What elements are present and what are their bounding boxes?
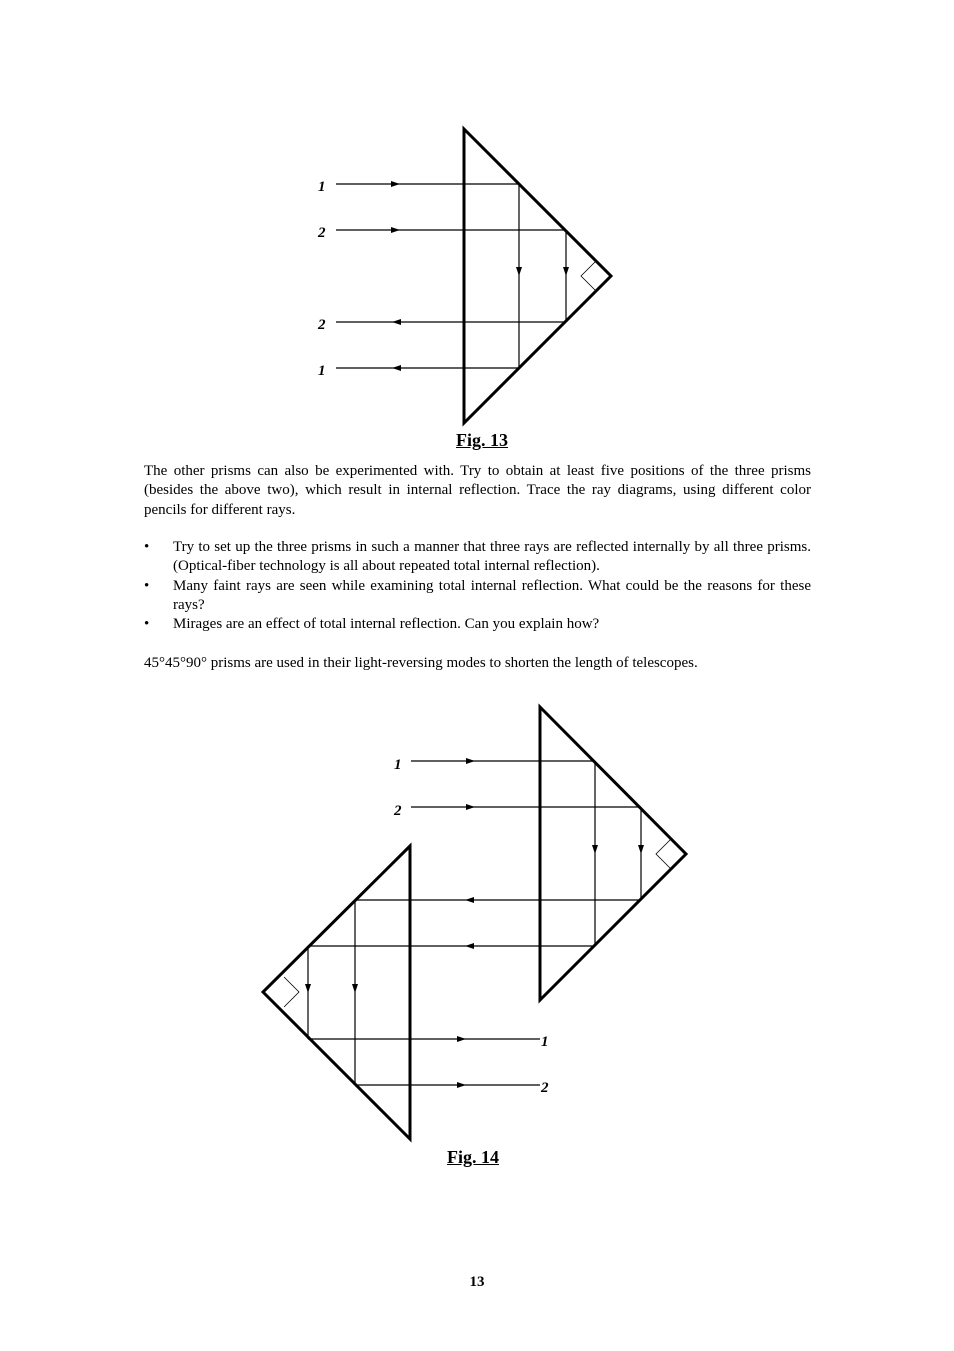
fig13-label-out1: 1: [318, 363, 326, 379]
fig13-ray1-arrow-out: [392, 365, 401, 371]
fig13-ray1-arrow-in: [391, 181, 400, 187]
fig14-right-prism-right-angle-marker: [656, 839, 671, 869]
fig14-diagram: [263, 707, 686, 1139]
bullet-list: [144, 538, 811, 634]
fig13-ray2-arrow-in: [391, 227, 400, 233]
fig14-ray2-arrow-out: [457, 1082, 466, 1088]
fig14-left-prism: [263, 846, 410, 1139]
fig13-right-angle-marker: [581, 261, 596, 291]
paragraph-telescopes: 45°45°90° prisms are used in their light-reversing modes to shorten the length of telescopes.: [144, 655, 698, 671]
bullet-item-faint-rays: • Many faint rays are seen while examining total internal reflection. What could be the reasons for these rays?: [144, 577, 811, 616]
fig14-caption: Fig. 14: [447, 1147, 499, 1167]
fig13-label-out2: 2: [318, 317, 326, 333]
fig14-ray2-arrow-in: [466, 804, 475, 810]
bullet-item-mirages: • Mirages are an effect of total internal reflection. Can you explain how?: [144, 615, 811, 634]
fig13-ray2-arrow-down: [563, 267, 569, 276]
fig14-label-out2: 2: [541, 1080, 549, 1096]
fig14-ray2-arrow-across: [465, 897, 474, 903]
fig13-ray2-arrow-out: [392, 319, 401, 325]
fig14-ray1-arrow-down-right: [592, 845, 598, 854]
fig14-ray1-arrow-out: [457, 1036, 466, 1042]
bullet-item-fiber: • Try to set up the three prisms in such a manner that three rays are reflected internally by all three prisms. (Optical-fiber technology is all about repeated total internal reflection).: [144, 538, 811, 577]
fig14-ray1-arrow-in: [466, 758, 475, 764]
fig13-prism: [464, 129, 611, 423]
fig13-diagram: [317, 129, 611, 423]
fig14-right-prism: [540, 707, 686, 1000]
fig14-label-in1: 1: [394, 757, 402, 773]
fig14-ray1-arrow-across: [465, 943, 474, 949]
page-number: 13: [469, 1274, 485, 1290]
fig13-ray1-arrow-down: [516, 267, 522, 276]
fig13-label-in1: 1: [318, 179, 326, 195]
fig14-label-out1: 1: [541, 1034, 549, 1050]
fig14-left-prism-right-angle-marker: [284, 977, 299, 1007]
fig13-label-in2: 2: [318, 225, 326, 241]
fig14-ray1-arrow-down-left: [305, 984, 311, 993]
fig14-ray2-arrow-down-right: [638, 845, 644, 854]
fig14-ray2-arrow-down-left: [352, 984, 358, 993]
fig14-label-in2: 2: [394, 803, 402, 819]
fig13-caption: Fig. 13: [456, 430, 508, 450]
paragraph-experiment: The other prisms can also be experimented with. Try to obtain at least five positions of the three prisms (besides the above two), which result in internal reflection. Trace the ray diagrams, using different color pencils for different rays.: [144, 463, 811, 518]
